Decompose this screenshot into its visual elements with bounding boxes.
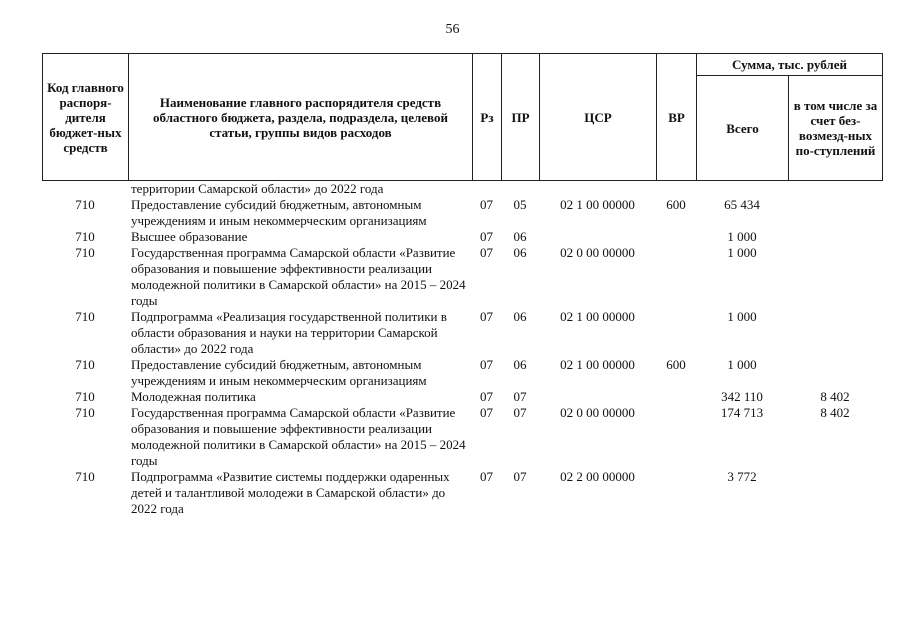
row-pr: 06 [513,229,527,244]
table-row [42,245,882,309]
table-row [42,357,882,389]
row-rz: 07 [480,389,493,404]
row-total: 65 434 [724,197,760,212]
row-csr: 02 1 00 00000 [560,197,635,212]
row-code: 710 [75,405,95,420]
row-csr: 02 1 00 00000 [560,309,635,324]
row-csr: 02 0 00 00000 [560,405,635,420]
row-pr: 06 [513,245,527,260]
row-name: Молодежная политика [131,389,256,404]
row-pr: 05 [513,197,527,212]
header-rz: Рз [473,54,502,181]
row-pr: 06 [513,357,527,372]
row-total: 1 000 [727,309,757,324]
row-name: Предоставление субсидий бюджетным, автономным учреждениям и иным некоммерческим организациям [131,197,427,228]
row-name: Предоставление субсидий бюджетным, автономным учреждениям и иным некоммерческим организациям [131,357,427,388]
row-incl: 8 402 [820,405,850,420]
row-csr: 02 1 00 00000 [560,357,635,372]
row-pr: 07 [513,389,527,404]
row-pr: 07 [513,405,527,420]
row-rz: 07 [480,229,493,244]
row-code: 710 [75,469,95,484]
row-vr: 600 [666,197,686,212]
row-rz: 07 [480,197,493,212]
row-name: Подпрограмма «Реализация государственной политики в области образования и науки на территории Самарской области» до 2022 года [131,309,447,356]
row-rz: 07 [480,469,493,484]
row-total: 1 000 [727,229,757,244]
row-code: 710 [75,309,95,324]
row-name: Государственная программа Самарской области «Развитие образования и повышение эффективности реализации молодежной политики в Самарской области» на 2015 – 2024 годы [131,405,466,468]
row-total: 342 110 [721,389,763,404]
row-code: 710 [75,357,95,372]
header-code: Код главного распоря-дителя бюджет-ных средств [43,54,129,181]
row-code: 710 [75,245,95,260]
table-row [42,197,882,229]
row-code: 710 [75,389,95,404]
row-name: территории Самарской области» до 2022 года [131,181,384,196]
row-rz: 07 [480,405,493,420]
row-csr: 02 0 00 00000 [560,245,635,260]
page-number: 56 [445,22,460,37]
table-row [42,309,882,357]
row-pr: 06 [513,309,527,324]
table-row [42,389,882,405]
header-name: Наименование главного распорядителя средств областного бюджета, раздела, подраздела, целевой статьи, группы видов расходов [129,54,473,181]
row-total: 1 000 [727,357,757,372]
row-rz: 07 [480,357,493,372]
row-total: 174 713 [720,405,764,420]
header-pr: ПР [502,54,540,181]
row-code: 710 [75,229,95,244]
table-row [42,405,882,469]
row-csr: 02 2 00 00000 [560,469,635,484]
header-total: Всего [697,76,789,181]
row-total: 1 000 [727,245,757,260]
row-name: Государственная программа Самарской области «Развитие образования и повышение эффективности реализации молодежной политики в Самарской области» на 2015 – 2024 годы [131,245,466,308]
table-row [42,181,882,197]
header-sum: Сумма, тыс. рублей [697,54,883,76]
row-total: 3 772 [727,469,757,484]
header-vr: ВР [657,54,697,181]
row-name: Высшее образование [131,229,248,244]
row-name: Подпрограмма «Развитие системы поддержки одаренных детей и талантливой молодежи в Самарской области» до 2022 года [131,469,450,516]
row-code: 710 [75,197,95,212]
table-body [42,181,882,517]
table-row [42,229,882,245]
row-vr: 600 [666,357,686,372]
table-header [42,53,883,181]
table-row [42,469,882,517]
row-rz: 07 [480,309,493,324]
header-incl: в том числе за счет без-возмезд-ных по-ступлений [789,76,883,181]
row-rz: 07 [480,245,493,260]
header-csr: ЦСР [540,54,657,181]
row-pr: 07 [513,469,527,484]
row-incl: 8 402 [820,389,850,404]
